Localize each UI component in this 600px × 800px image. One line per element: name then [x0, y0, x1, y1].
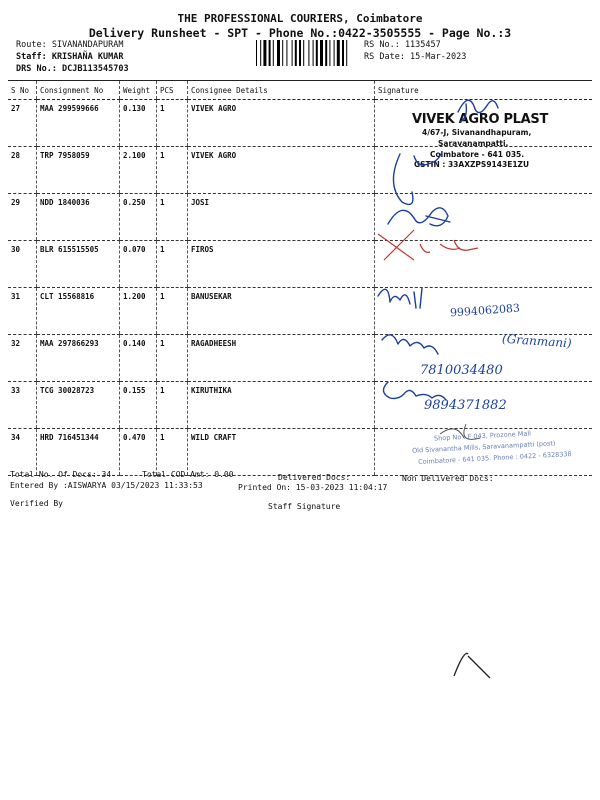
wild-stamp-line1: Shop No : F 043, Prozone Mall [433, 429, 532, 443]
col-consignee: Consignee Details [188, 81, 375, 100]
cell-consignment: CLT 15568816 [37, 288, 120, 335]
barcode [255, 40, 360, 66]
cell-pcs: 1 [157, 241, 188, 288]
col-sno: S No [8, 81, 37, 100]
cell-pcs: 1 [157, 100, 188, 147]
cell-consignment: NDD 1840036 [37, 194, 120, 241]
col-consignment: Consignment No [37, 81, 120, 100]
vivek-stamp-gstin: GSTIN : 33AXZPS9143E1ZU [414, 160, 530, 169]
drs-number: DRS No.: DCJB113545703 [16, 64, 129, 74]
cell-weight: 0.250 [120, 194, 157, 241]
non-delivered-docs: Non Delivered Docs: [402, 474, 494, 483]
cell-consignment: HRD 716451344 [37, 429, 120, 476]
runsheet-title: Delivery Runsheet - SPT - Phone No.:0422-3505555 - Page No.:3 [88, 26, 512, 40]
staff-signature: Staff Signature [268, 502, 341, 511]
cell-sno: 33 [8, 382, 37, 429]
cell-consignee: KIRUTHIKA [188, 382, 375, 429]
handwritten-name-32: (Granmani) [501, 331, 573, 351]
total-cod: Total COD Amt: 0.00 [142, 470, 234, 479]
staff-label: Staff: KRISHAÑA KUMAR [16, 52, 124, 62]
cell-sno: 34 [8, 429, 37, 476]
wild-stamp-line2: Old Sivanantha Mills, Saravanampatti (post) [411, 439, 556, 455]
route-label: Route: SIVANANDAPURAM [16, 40, 124, 50]
cell-weight: 0.470 [120, 429, 157, 476]
cell-pcs: 1 [157, 335, 188, 382]
cell-consignee: VIVEK AGRO [188, 100, 375, 147]
wild-stamp-line3: Coimbatore - 641 035. Phone : 0422 - 6328338 [417, 449, 572, 467]
cell-consignment: MAA 299599666 [37, 100, 120, 147]
cell-pcs: 1 [157, 288, 188, 335]
cell-consignee: BANUSEKAR [188, 288, 375, 335]
handwritten-phone-33: 9894371882 [424, 398, 507, 413]
col-weight: Weight [120, 81, 157, 100]
vivek-stamp-addr1: 4/67-J, Sivanandhapuram, [422, 128, 532, 137]
cell-consignment: TRP 7958059 [37, 147, 120, 194]
cell-weight: 1.200 [120, 288, 157, 335]
cell-weight: 0.070 [120, 241, 157, 288]
cell-pcs: 1 [157, 429, 188, 476]
handwritten-phone-31: 9994062083 [449, 301, 521, 320]
cell-weight: 0.155 [120, 382, 157, 429]
cell-consignee: JOSI [188, 194, 375, 241]
rs-number: RS No.: 1135457 [364, 40, 441, 50]
handwritten-phone-32: 7810034480 [420, 363, 503, 378]
cell-sno: 27 [8, 100, 37, 147]
total-docs: Total No. Of Docs: 34 [10, 470, 112, 479]
col-pcs: PCS [157, 81, 188, 100]
cell-pcs: 1 [157, 194, 188, 241]
vivek-stamp-name: VIVEK AGRO PLAST [412, 112, 549, 127]
cell-consignee: RAGADHEESH [188, 335, 375, 382]
verified-by: Verified By [10, 499, 63, 508]
company-title: THE PROFESSIONAL COURIERS, Coimbatore [177, 12, 423, 25]
cell-sno: 30 [8, 241, 37, 288]
cell-pcs: 1 [157, 382, 188, 429]
cell-weight: 0.130 [120, 100, 157, 147]
cell-consignment: TCG 30028723 [37, 382, 120, 429]
delivered-docs: Delivered Docs: [278, 473, 351, 482]
vivek-stamp-addr3: Coimbatore - 641 035. [430, 150, 525, 159]
vivek-stamp-addr2: Saravanampatti, [438, 139, 509, 148]
cell-sno: 31 [8, 288, 37, 335]
cell-consignment: BLR 615515505 [37, 241, 120, 288]
cell-sno: 28 [8, 147, 37, 194]
cell-weight: 0.140 [120, 335, 157, 382]
cell-weight: 2.100 [120, 147, 157, 194]
entered-by: Entered By :AISWARYA 03/15/2023 11:33:53 [10, 481, 203, 490]
pen-mark [448, 648, 498, 684]
cell-consignment: MAA 297866293 [37, 335, 120, 382]
cell-consignee: VIVEK AGRO [188, 147, 375, 194]
cell-pcs: 1 [157, 147, 188, 194]
cell-consignee: FIROS [188, 241, 375, 288]
cell-consignee: WILD CRAFT [188, 429, 375, 476]
printed-on: Printed On: 15-03-2023 11:04:17 [238, 483, 388, 492]
cell-sno: 32 [8, 335, 37, 382]
signature-scribbles [370, 84, 600, 467]
cell-sno: 29 [8, 194, 37, 241]
rs-date: RS Date: 15-Mar-2023 [364, 52, 467, 62]
col-signature: Signature [375, 81, 593, 100]
